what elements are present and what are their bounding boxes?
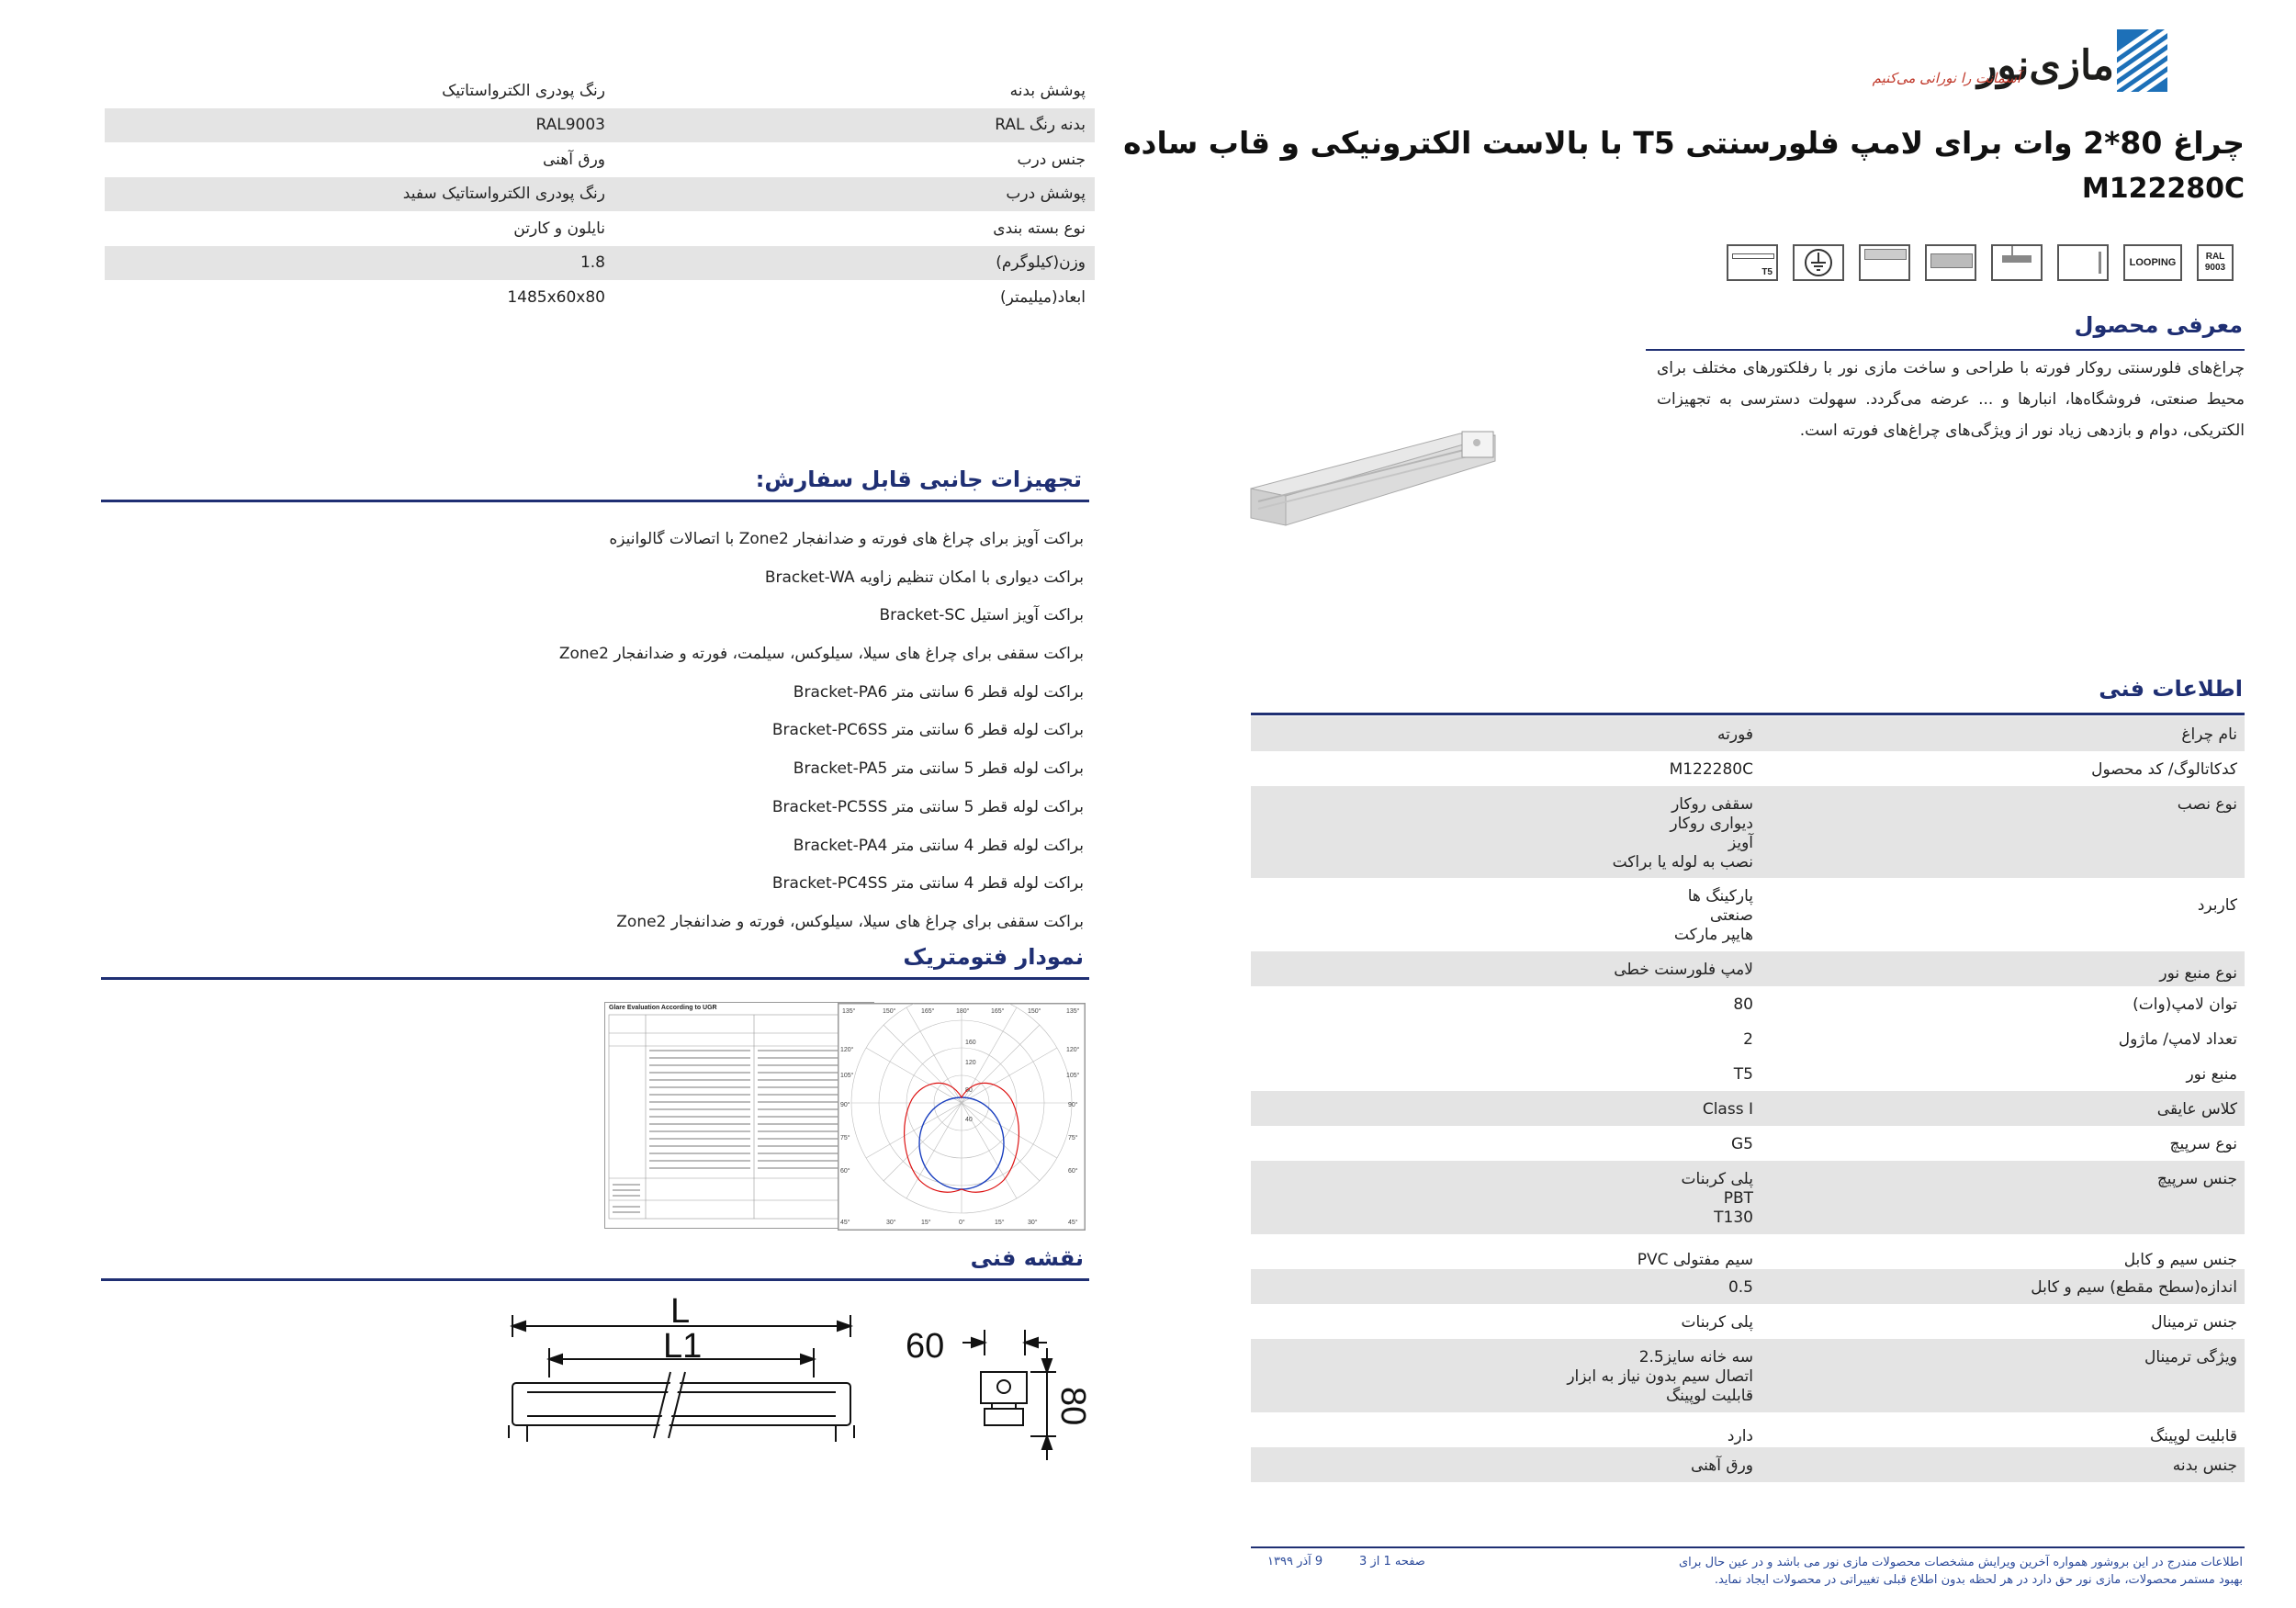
polar-radius-label: 40 [965,1117,973,1123]
pendant-icon [1991,244,2043,281]
spec-value: پلی کربنات PBT T130 [1681,1170,1753,1227]
spec-label: نوع نصب [2177,795,2237,814]
spec-value: سقفی روکار دیواری روکار آویز نصب به لوله یا براکت [1612,795,1753,871]
brand-logo-mark [2117,29,2167,92]
body-spec-value: 1485x60x80 [507,287,605,307]
surface-ceiling-icon [1925,244,1976,281]
polar-angle-label: 75° [840,1135,850,1141]
ugr-table [604,1002,874,1229]
accessories-list [441,525,1084,947]
dimension-label-L1: L1 [663,1327,703,1366]
list-item: براکت لوله قطر 4 سانتی متر Bracket-PA4 [793,836,1084,855]
table-row [105,211,1095,246]
photometric-title: نمودار فتومتریک [903,944,1084,970]
spec-label: کاربرد [2197,896,2237,915]
list-item: براکت لوله قطر 5 سانتی متر Bracket-PC5SS [771,797,1084,816]
spec-value: 80 [1733,995,1753,1014]
wall-icon [1859,244,1910,281]
polar-angle-label: 135° [842,1008,856,1015]
polar-angle-label: 120° [1066,1047,1080,1053]
body-spec-value: رنگ پودری الکترواستاتیک [442,81,605,100]
table-row [1251,1339,2245,1412]
list-item: براکت دیواری با امکان تنظیم زاویه Bracket-WA [764,568,1084,587]
polar-angle-label: 165° [991,1008,1005,1015]
table-row [1251,786,2245,878]
polar-radius-label: 160 [965,1040,976,1046]
polar-angle-label: 15° [995,1220,1005,1226]
body-spec-label: وزن(کیلوگرم) [996,253,1086,273]
drawing-title: نقشه فنی [970,1245,1084,1271]
spec-value: G5 [1731,1135,1753,1153]
table-row [1251,1269,2245,1304]
table-row [1251,1161,2245,1234]
spec-label: منبع نور [2186,1065,2237,1084]
table-row [1251,1126,2245,1161]
polar-diagram [838,1003,1086,1231]
table-row [105,177,1095,212]
spec-value: 0.5 [1728,1278,1753,1297]
t5-lamp-icon: T5 [1727,244,1778,281]
spec-label: تعداد لامپ/ ماژول [2118,1030,2237,1049]
brand-slogan: آسمانت را نورانی می‌کنیم [1872,70,2020,86]
intro-text: چراغ‌های فلورسنتی روکار فورته با طراحی و ساخت مازی نور با رفلکتورهای مختلف برای محیط صنعتی، فروشگاه‌ها، انبارها و ... عرضه می‌گردد. سهولت دسترسی به تجهیزات الکتریکی، دوام و بازدهی زیاد نور از ویژگی‌های چراغ‌های فورته است. [1657,359,2245,440]
polar-angle-label: 165° [921,1008,935,1015]
table-row [1251,1021,2245,1056]
spec-label: ویژگی ترمینال [2144,1348,2237,1366]
tech-spec-table [1251,716,2245,1482]
spec-value: سیم مفتولی PVC [1637,1251,1753,1269]
spec-label: کلاس عایقی [2156,1100,2237,1119]
body-spec-label: ابعاد(میلیمتر) [999,287,1086,307]
spec-value: T5 [1733,1065,1753,1084]
spec-value: Class I [1702,1100,1753,1119]
looping-icon: LOOPING [2123,244,2182,281]
polar-angle-label: 45° [840,1220,850,1226]
brand-logo-text: مازی‌نور [1977,42,2114,89]
ral-icon: RAL 9003 [2197,244,2234,281]
footer-page-number: صفحه 1 از 3 [1359,1555,1425,1569]
list-item: براکت لوله قطر 5 سانتی متر Bracket-PA5 [793,759,1084,779]
body-spec-table [105,73,1095,315]
dimension-label-height: 80 [1053,1387,1092,1426]
intro-divider [1646,349,2245,351]
body-spec-label: پوشش بدنه [1009,81,1086,100]
polar-angle-label: 60° [840,1168,850,1175]
body-spec-label: پوشش درب [1006,185,1086,204]
spec-label: نوع منبع نور [2159,964,2237,983]
spec-value: سه خانه سایز2.5 اتصال سیم بدون نیاز به ابزار قابلیت لوپینگ [1567,1348,1753,1405]
spec-label: جنس سرپیچ [2156,1170,2237,1188]
table-row [1251,751,2245,786]
tech-divider [1251,713,2245,715]
polar-angle-label: 180° [956,1008,970,1015]
ugr-table-title: Glare Evaluation According to UGR [609,1005,717,1011]
product-image [1249,424,1497,534]
table-row [1251,878,2245,951]
table-row [1251,1447,2245,1482]
body-spec-value: نایلون و کارتن [513,219,605,238]
spec-value: M122280C [1669,760,1753,779]
dimension-label-L: L [670,1295,691,1331]
accessories-divider [101,500,1089,502]
tech-title: اطلاعات فنی [2099,676,2243,702]
polar-radius-label: 120 [965,1060,976,1066]
spec-label: جنس بدنه [2172,1456,2237,1475]
spec-value: لامپ فلورسنت خطی [1614,961,1753,979]
technical-drawing [505,1295,1093,1479]
table-row [1251,1304,2245,1339]
feature-icons [1727,244,2234,281]
table-row [1251,1234,2245,1269]
polar-angle-label: 90° [1068,1102,1078,1108]
spec-value: دارد [1727,1427,1753,1445]
list-item: براکت لوله قطر 6 سانتی متر Bracket-PC6SS [771,721,1084,740]
spec-label: نام چراغ [2181,725,2237,744]
polar-angle-label: 120° [840,1047,854,1053]
table-row [105,142,1095,177]
table-row [1251,951,2245,986]
polar-angle-label: 135° [1066,1008,1080,1015]
spec-value: فورته [1717,725,1753,744]
spec-value: 2 [1743,1030,1753,1049]
list-item: براکت آویز برای چراغ های فورته و ضدانفجار Zone2 با اتصالات گالوانیزه [609,530,1084,548]
side-mount-icon [2057,244,2109,281]
body-spec-value: RAL9003 [535,116,605,135]
polar-angle-label: 150° [1028,1008,1041,1015]
footer-divider [1251,1546,2245,1548]
table-row [1251,986,2245,1021]
polar-angle-label: 30° [886,1220,896,1226]
dimension-label-width: 60 [906,1327,945,1366]
table-row [1251,1056,2245,1091]
polar-angle-label: 60° [1068,1168,1078,1175]
table-row [105,280,1095,315]
body-spec-value: 1.8 [580,253,605,273]
drawing-divider [101,1278,1089,1281]
body-spec-value: رنگ پودری الکترواستاتیک سفید [402,185,605,204]
table-row [105,246,1095,281]
polar-angle-label: 105° [840,1073,854,1079]
spec-label: اندازه(سطح مقطع) سیم و کابل [2031,1278,2237,1297]
list-item: براکت سقفی برای چراغ های سیلا، سیلوکس، فورته و ضدانفجار Zone2 [616,912,1084,931]
table-row [105,73,1095,108]
spec-label: توان لامپ(وات) [2133,995,2237,1014]
spec-label: جنس سیم و کابل [2123,1251,2237,1269]
ugr-table-grid [607,1013,873,1222]
spec-label: کدکاتالوگ/ کد محصول [2091,760,2237,779]
table-row [105,108,1095,143]
product-title: چراغ 80*2 وات برای لامپ فلورسنتی T5 با بالاست الکترونیکی و قاب ساده [1123,125,2245,161]
polar-angle-label: 150° [883,1008,896,1015]
table-row [1251,1091,2245,1126]
body-spec-label: جنس درب [1017,150,1086,169]
intro-title: معرفی محصول [2074,312,2243,338]
earth-class1-icon [1793,244,1844,281]
body-spec-label: نوع بسته بندی [993,219,1086,238]
spec-label: جنس ترمینال [2151,1313,2237,1332]
spec-label: نوع سرپیچ [2169,1135,2237,1153]
accessories-title: تجهیزات جانبی قابل سفارش: [755,467,1082,492]
footer-disclaimer: اطلاعات مندرج در این بروشور همواره آخرین ویرایش مشخصات محصولات مازی نور می باشد و در عین حال برای بهبود مستمر محصولات، مازی نور حق دارد در هر لحظه بدون اطلاع قبلی تغییراتی در محصولات ایجاد نماید. [1678,1556,2243,1587]
polar-angle-label: 30° [1028,1220,1038,1226]
list-item: براکت لوله قطر 4 سانتی متر Bracket-PC4SS [771,874,1084,894]
polar-angle-label: 45° [1068,1220,1078,1226]
spec-value: پلی کربنات [1681,1313,1753,1332]
body-spec-label: بدنه رنگ RAL [995,116,1086,135]
table-row [1251,1412,2245,1447]
spec-value: ورق آهنی [1691,1456,1753,1475]
spec-value: پارکینگ ها صنعتی هایپر مارکت [1673,887,1753,944]
photometric-divider [101,977,1089,980]
list-item: براکت آویز استیل Bracket-SC [879,606,1084,625]
polar-angle-label: 0° [959,1220,965,1226]
list-item: براکت سقفی برای چراغ های سیلا، سیلوکس، سیلمت، فورته و ضدانفجار Zone2 [558,645,1084,664]
polar-angle-label: 90° [840,1102,850,1108]
footer-date: 9 آذر ۱۳۹۹ [1267,1555,1323,1569]
table-row [1251,716,2245,751]
polar-radius-label: 80 [965,1087,973,1094]
list-item: براکت لوله قطر 6 سانتی متر Bracket-PA6 [793,682,1084,702]
product-code: M122280C [2081,173,2245,205]
polar-angle-label: 15° [921,1220,931,1226]
polar-angle-label: 105° [1066,1073,1080,1079]
polar-angle-label: 75° [1068,1135,1078,1141]
body-spec-value: ورق آهنی [543,150,605,169]
spec-label: قابلیت لوپینگ [2149,1427,2237,1445]
